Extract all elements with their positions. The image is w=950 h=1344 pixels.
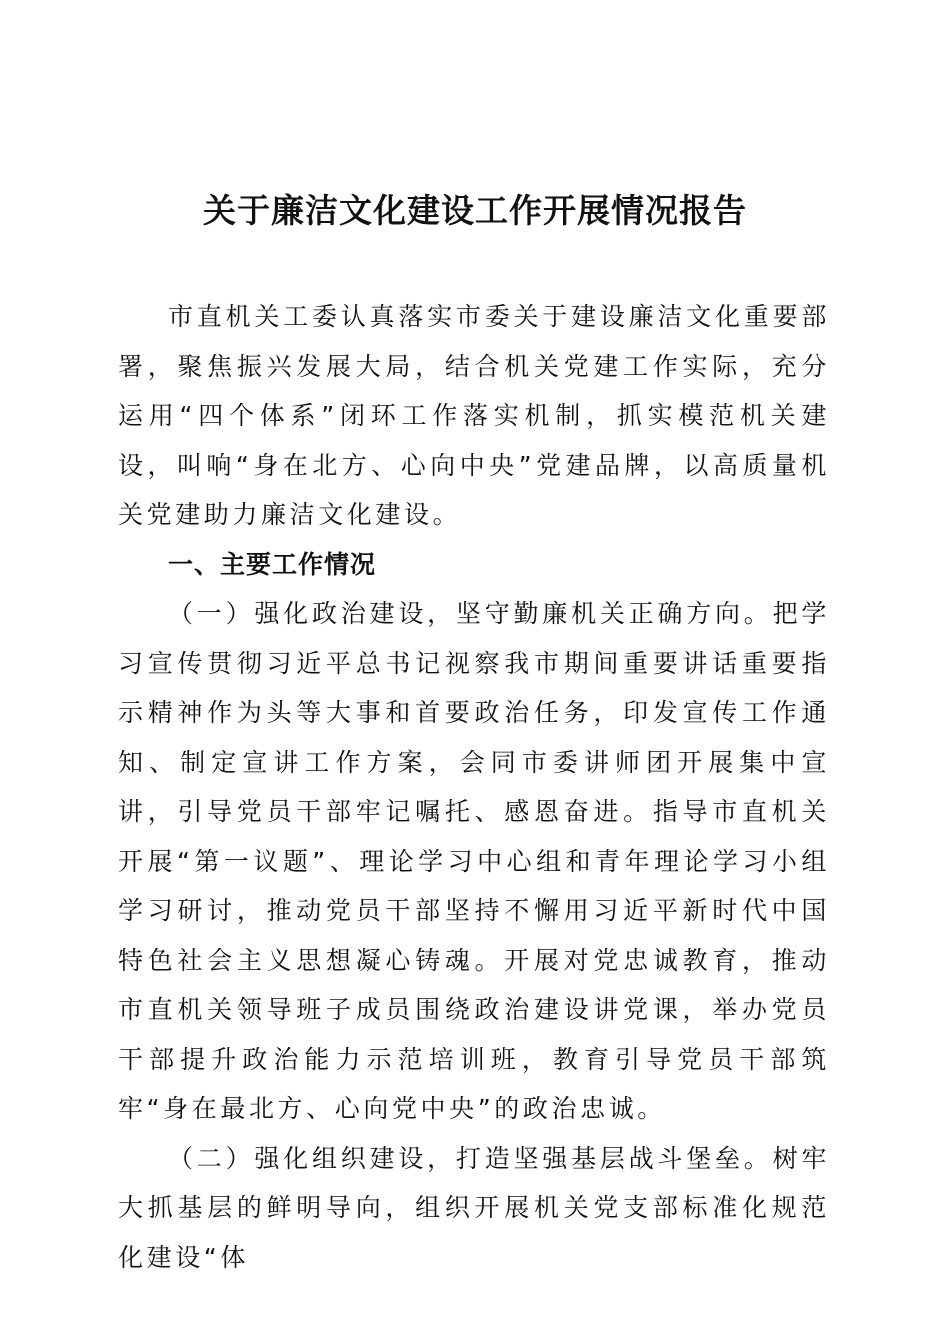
paragraph-organization-building: （二）强化组织建设，打造坚强基层战斗堡垒。树牢大抓基层的鲜明导向，组织开展机关党支部标准化规范化建设“体 [118,1143,830,1272]
paragraph-political-building: （一）强化政治建设，坚守勤廉机关正确方向。把学习宣传贯彻习近平总书记视察我市期间重要讲话重要指示精神作为头等大事和首要政治任务，印发宣传工作通知、制定宣讲工作方案，会同市委讲师团开展集中宣讲，引导党员干部牢记嘱托、感恩奋进。指导市直机关开展“第一议题”、理论学习中心组和青年理论学习小组学习研讨，推动党员干部坚持不懈用习近平新时代中国特色社会主义思想凝心铸魂。开展对党忠诚教育，推动市直机关领导班子成员围绕政治建设讲党课，举办党员干部提升政治能力示范培训班，教育引导党员干部筑牢“身在最北方、心向党中央”的政治忠诚。 [118,599,830,1123]
section-heading-main-work: 一、主要工作情况 [168,549,377,579]
document-body [118,292,830,1282]
intro-paragraph: 市直机关工委认真落实市委关于建设廉洁文化重要部署，聚焦振兴发展大局，结合机关党建工作实际，充分运用“四个体系”闭环工作落实机制，抓实模范机关建设，叫响“身在北方、心向中央”党建品牌，以高质量机关党建助力廉洁文化建设。 [118,302,830,529]
document-title: 关于廉洁文化建设工作开展情况报告 [203,191,747,230]
